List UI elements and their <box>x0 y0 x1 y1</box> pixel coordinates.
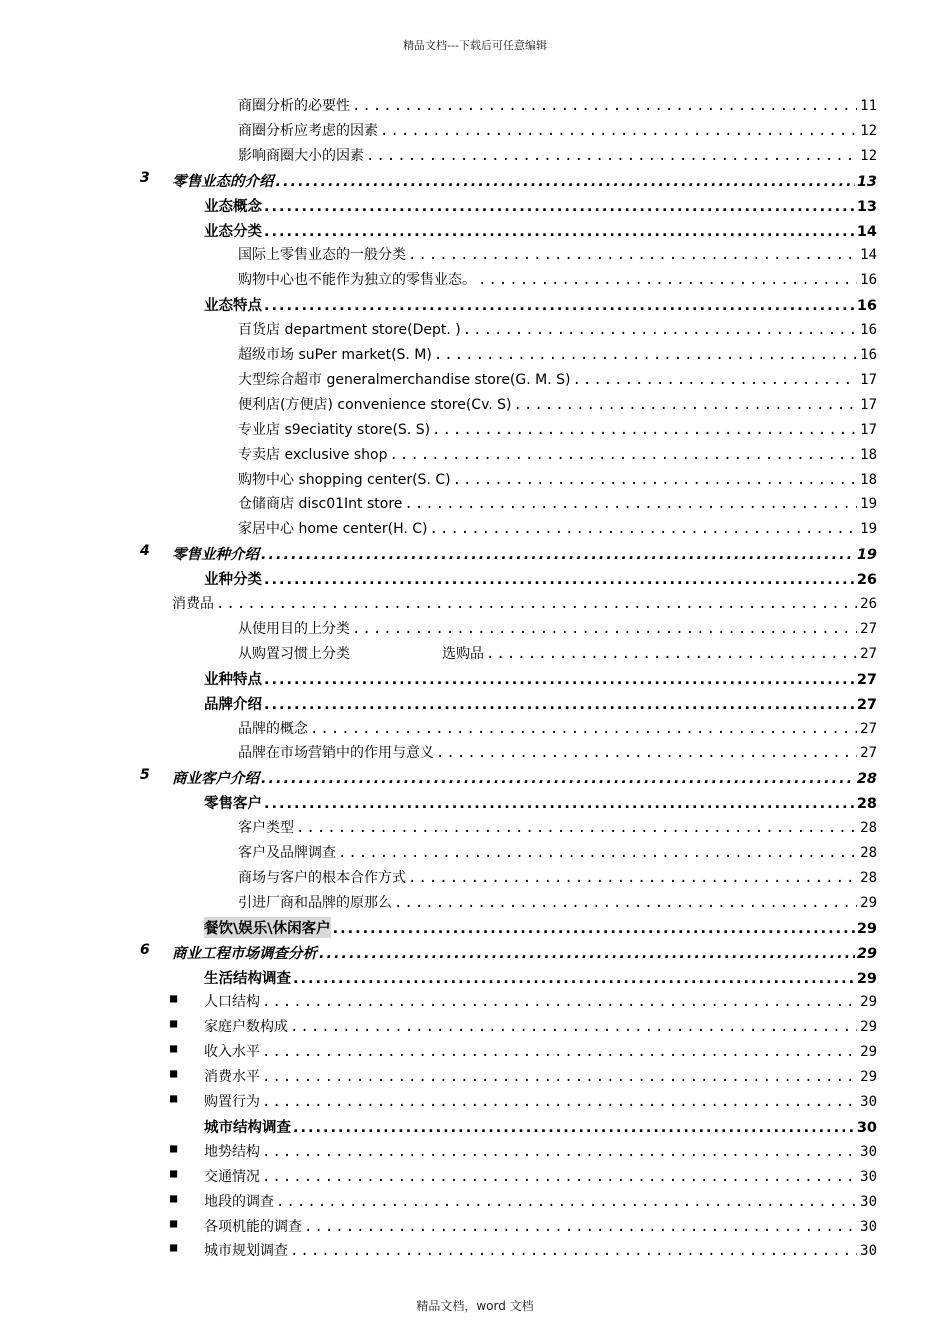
toc-entry-label: 地段的调查 <box>204 1193 274 1210</box>
toc-entry[interactable] <box>170 1190 877 1213</box>
toc-entry-label: 购物中心也不能作为独立的零售业态。 <box>238 272 476 289</box>
toc-leader-dots <box>408 247 857 263</box>
toc-entry-page: 29 <box>856 945 877 962</box>
toc-entry-label: 仓储商店 disc01Int store <box>238 496 403 513</box>
toc-entry[interactable] <box>238 469 877 491</box>
toc-entry-label: 业种分类 <box>204 572 262 589</box>
toc-entry[interactable] <box>204 668 877 690</box>
toc-leader-dots <box>404 496 857 512</box>
toc-entry-page: 16 <box>860 322 877 339</box>
toc-entry[interactable] <box>238 867 877 889</box>
toc-entry-page: 28 <box>856 796 877 813</box>
toc-entry[interactable] <box>170 1165 877 1188</box>
toc-leader-dots <box>276 1194 857 1210</box>
toc-entry-page: 29 <box>860 994 877 1011</box>
toc-entry[interactable] <box>238 817 877 839</box>
toc-leader-dots <box>514 397 857 413</box>
toc-leader-dots <box>262 994 857 1010</box>
toc-entry[interactable] <box>140 767 877 789</box>
toc-entry-page: 19 <box>860 496 877 513</box>
toc-entry-label: 收入水平 <box>204 1044 260 1061</box>
bullet-icon: ■ <box>170 1240 178 1255</box>
toc-entry-page: 16 <box>860 347 877 363</box>
toc-entry-page: 30 <box>860 1193 877 1210</box>
toc-entry-page: 12 <box>860 122 877 139</box>
toc-entry-label: 交通情况 <box>204 1168 260 1185</box>
toc-entry[interactable] <box>204 693 877 715</box>
toc-entry-label: 品牌在市场营销中的作用与意义 <box>238 745 434 762</box>
toc-entry[interactable] <box>238 145 877 167</box>
toc-entry-label: 专业店 s9eciatity store(S. S) <box>238 421 431 438</box>
toc-entry-page: 14 <box>856 223 877 240</box>
toc-entry-page: 30 <box>860 1094 877 1110</box>
toc-entry-label: 客户类型 <box>238 820 294 837</box>
toc-entry-page: 12 <box>860 147 877 164</box>
toc-entry-page: 30 <box>856 1119 877 1136</box>
toc-leader-dots <box>408 870 857 886</box>
toc-leader-dots <box>262 1144 857 1160</box>
toc-entry-label: 客户及品牌调查 <box>238 845 336 861</box>
toc-leader-dots <box>264 572 855 588</box>
toc-entry[interactable] <box>238 319 877 341</box>
toc-leader-dots <box>352 621 857 637</box>
toc-leader-dots <box>264 697 855 713</box>
toc-entry-label: 品牌的概念 <box>238 720 308 737</box>
bullet-icon: ■ <box>170 1140 178 1155</box>
toc-entry-label: 影响商圈大小的因素 <box>238 147 364 164</box>
toc-entry[interactable] <box>204 917 877 939</box>
toc-entry-page: 17 <box>860 371 877 388</box>
toc-entry[interactable] <box>140 543 877 565</box>
bullet-icon: ■ <box>170 1016 178 1031</box>
toc-entry-page: 29 <box>860 1044 877 1061</box>
toc-leader-dots <box>310 721 857 737</box>
toc-entry-number: 4 <box>140 543 150 560</box>
toc-leader-dots <box>293 971 855 987</box>
toc-entry-page: 27 <box>860 645 877 662</box>
toc-entry[interactable] <box>170 1066 877 1088</box>
toc-entry-page: 16 <box>860 272 877 289</box>
toc-leader-dots <box>296 820 857 836</box>
bullet-icon: ■ <box>170 1041 178 1056</box>
toc-entry[interactable] <box>204 294 877 316</box>
toc-entry-page: 17 <box>860 421 877 438</box>
bullet-icon: ■ <box>170 1091 178 1105</box>
toc-entry-page: 27 <box>856 696 877 713</box>
toc-entry-page: 13 <box>856 173 877 190</box>
toc-entry-page: 26 <box>856 572 877 589</box>
toc-entry[interactable] <box>238 419 877 441</box>
toc-entry-page: 29 <box>860 1019 877 1036</box>
toc-leader-dots <box>352 98 857 114</box>
toc-entry[interactable] <box>238 394 877 416</box>
toc-entry[interactable] <box>204 967 877 989</box>
toc-entry[interactable] <box>204 792 877 814</box>
toc-leader-dots <box>261 771 855 787</box>
toc-entry-sublabel: 选购品 <box>442 645 484 662</box>
toc-leader-dots <box>304 1219 857 1235</box>
toc-entry-label: 商业客户介绍 <box>172 771 259 788</box>
toc-entry-page: 11 <box>860 98 877 114</box>
toc-leader-dots <box>319 946 855 962</box>
toc-entry-label: 便利店(方便店) convenience store(Cv. S) <box>238 396 512 413</box>
toc-entry-page: 18 <box>860 471 877 488</box>
toc-leader-dots <box>262 1094 857 1110</box>
toc-entry-label: 各项机能的调查 <box>204 1218 302 1235</box>
toc-leader-dots <box>366 148 857 164</box>
toc-entry-label: 商场与客户的根本合作方式 <box>238 869 406 886</box>
toc-entry[interactable] <box>238 244 877 266</box>
toc-entry-label: 零售客户 <box>204 796 262 813</box>
toc-entry-label: 百货店 department store(Dept. ) <box>238 322 461 339</box>
toc-leader-dots <box>261 547 855 563</box>
toc-leader-dots <box>380 123 857 139</box>
toc-leader-dots <box>434 347 857 363</box>
toc-entry-page: 27 <box>860 620 877 637</box>
toc-entry-label: 业态分类 <box>204 223 262 240</box>
toc-entry[interactable] <box>204 220 877 242</box>
toc-leader-dots <box>262 1044 857 1060</box>
toc-entry-number: 5 <box>140 767 150 784</box>
toc-entry[interactable] <box>238 618 877 640</box>
toc-entry-label: 购置行为 <box>204 1094 260 1110</box>
toc-leader-dots <box>436 745 857 761</box>
toc-entry-page: 13 <box>856 198 877 215</box>
toc-entry-label: 商圈分析应考虑的因素 <box>238 122 378 139</box>
toc-entry[interactable] <box>170 1140 877 1163</box>
toc-entry-number: 6 <box>140 941 150 958</box>
toc-entry-label: 零售业态的介绍 <box>172 173 274 190</box>
toc-entry-label: 从购置习惯上分类 <box>238 645 350 662</box>
toc-leader-dots <box>338 845 857 861</box>
toc-entry[interactable] <box>170 1041 877 1063</box>
toc-leader-dots <box>394 895 857 911</box>
toc-entry-page: 18 <box>860 446 877 463</box>
toc-leader-dots <box>276 174 855 190</box>
toc-entry[interactable] <box>238 95 877 117</box>
bullet-icon: ■ <box>170 991 178 1006</box>
toc-entry-label: 引进厂商和品牌的原那么 <box>238 894 392 911</box>
toc-leader-dots <box>486 646 857 662</box>
toc-entry-label: 专卖店 exclusive shop <box>238 446 388 463</box>
toc-entry-label: 商业工程市场调查分析 <box>172 945 317 962</box>
toc-entry-label: 餐饮\娱乐\休闲客户 <box>204 917 331 938</box>
toc-leader-dots <box>264 199 855 215</box>
toc-entry-page: 30 <box>860 1143 877 1160</box>
toc-entry-label: 品牌介绍 <box>204 696 262 713</box>
toc-entry-label: 从使用目的上分类 <box>238 620 350 637</box>
toc-entry-page: 16 <box>856 298 877 315</box>
toc-leader-dots <box>430 521 857 537</box>
toc-entry[interactable] <box>170 1091 877 1113</box>
toc-entry-page: 27 <box>860 720 877 737</box>
toc-entry-label: 消费水平 <box>204 1069 260 1086</box>
toc-leader-dots <box>262 1069 857 1085</box>
toc-entry[interactable] <box>140 169 877 192</box>
toc-entry-label: 业态特点 <box>204 298 262 315</box>
toc-leader-dots <box>216 596 857 612</box>
page-footer: 精品文档，word 文档 <box>416 1299 534 1313</box>
toc-entry-label: 购物中心 shopping center(S. C) <box>238 471 451 488</box>
toc-entry-label: 人口结构 <box>204 994 260 1011</box>
toc-leader-dots <box>478 272 857 288</box>
toc-leader-dots <box>264 298 855 314</box>
page-header: 精品文档---下载后可任意编辑 <box>403 39 547 52</box>
toc-leader-dots <box>463 322 857 338</box>
toc-entry-page: 29 <box>860 1069 877 1086</box>
toc-entry-page: 30 <box>860 1243 877 1260</box>
toc-entry-label: 零售业种介绍 <box>172 547 259 564</box>
toc-entry-label: 地势结构 <box>204 1143 260 1160</box>
toc-entry[interactable] <box>238 444 877 466</box>
toc-entry[interactable] <box>170 1240 877 1262</box>
toc-entry-page: 29 <box>856 920 877 937</box>
bullet-icon: ■ <box>170 1066 178 1081</box>
toc-leader-dots <box>432 422 857 438</box>
toc-entry-page: 28 <box>860 869 877 886</box>
toc-entry-label: 业种特点 <box>204 671 262 688</box>
toc-entry-label: 生活结构调查 <box>204 970 291 987</box>
toc-entry-label: 业态概念 <box>204 198 262 215</box>
toc-entry[interactable] <box>238 842 877 864</box>
toc-entry-label: 城市结构调查 <box>204 1119 291 1136</box>
toc-entry-label: 家庭户数构成 <box>204 1019 288 1036</box>
toc-entry[interactable] <box>204 195 877 217</box>
toc-entry-label: 家居中心 home center(H. C) <box>238 521 428 538</box>
toc-entry-page: 30 <box>860 1218 877 1235</box>
toc-entry-page: 29 <box>856 970 877 987</box>
toc-entry[interactable] <box>140 941 877 964</box>
toc-leader-dots <box>389 447 857 463</box>
toc-entry-page: 28 <box>856 771 877 788</box>
toc-leader-dots <box>264 224 855 240</box>
toc-leader-dots <box>290 1243 857 1259</box>
toc-leader-dots <box>572 372 857 388</box>
toc-entry-label: 大型综合超市 generalmerchandise store(G. M. S) <box>238 371 571 388</box>
toc-entry[interactable] <box>238 269 877 291</box>
toc-entry-page: 29 <box>860 894 877 911</box>
toc-entry[interactable] <box>204 1116 877 1138</box>
toc-entry-page: 26 <box>860 596 877 612</box>
toc-leader-dots <box>293 1120 855 1136</box>
toc-leader-dots <box>264 672 855 688</box>
toc-entry-number: 3 <box>140 169 150 186</box>
toc-entry[interactable] <box>170 1016 877 1038</box>
toc-entry-page: 17 <box>860 396 877 413</box>
toc-entry-page: 14 <box>860 247 877 264</box>
toc-entry[interactable] <box>170 1215 877 1238</box>
toc-entry[interactable] <box>238 344 877 366</box>
toc-entry-label: 国际上零售业态的一般分类 <box>238 247 406 264</box>
bullet-icon: ■ <box>170 1190 178 1205</box>
toc-entry-page: 30 <box>860 1168 877 1185</box>
toc-entry[interactable] <box>238 120 877 142</box>
toc-entry[interactable] <box>238 518 877 540</box>
toc-entry-page: 28 <box>860 820 877 837</box>
toc-entry-label: 城市规划调查 <box>204 1243 288 1260</box>
toc-entry-page: 28 <box>860 845 877 861</box>
toc-entry-page: 27 <box>856 671 877 688</box>
toc-leader-dots <box>264 796 855 812</box>
toc-entry[interactable] <box>238 718 877 740</box>
toc-entry[interactable] <box>238 493 877 515</box>
toc-entry-label: 超级市场 suPer market(S. M) <box>238 347 432 363</box>
toc-entry-page: 19 <box>856 547 877 564</box>
toc-leader-dots <box>262 1169 857 1185</box>
toc-leader-dots <box>290 1019 857 1035</box>
toc-entry-page: 27 <box>860 745 877 762</box>
toc-entry[interactable] <box>238 369 877 391</box>
toc-entry[interactable] <box>238 892 877 914</box>
toc-leader-dots <box>333 921 855 937</box>
toc-entry[interactable] <box>238 643 877 665</box>
toc-entry[interactable] <box>238 742 877 764</box>
toc-entry-label: 消费品 <box>172 596 214 612</box>
toc-entry-label: 商圈分析的必要性 <box>238 98 350 114</box>
toc-entry-page: 19 <box>860 521 877 538</box>
toc-entry[interactable] <box>170 991 877 1013</box>
toc-entry[interactable] <box>204 568 877 590</box>
toc-entry[interactable] <box>172 593 877 615</box>
bullet-icon: ■ <box>170 1215 178 1230</box>
bullet-icon: ■ <box>170 1165 178 1180</box>
toc-leader-dots <box>453 472 857 488</box>
